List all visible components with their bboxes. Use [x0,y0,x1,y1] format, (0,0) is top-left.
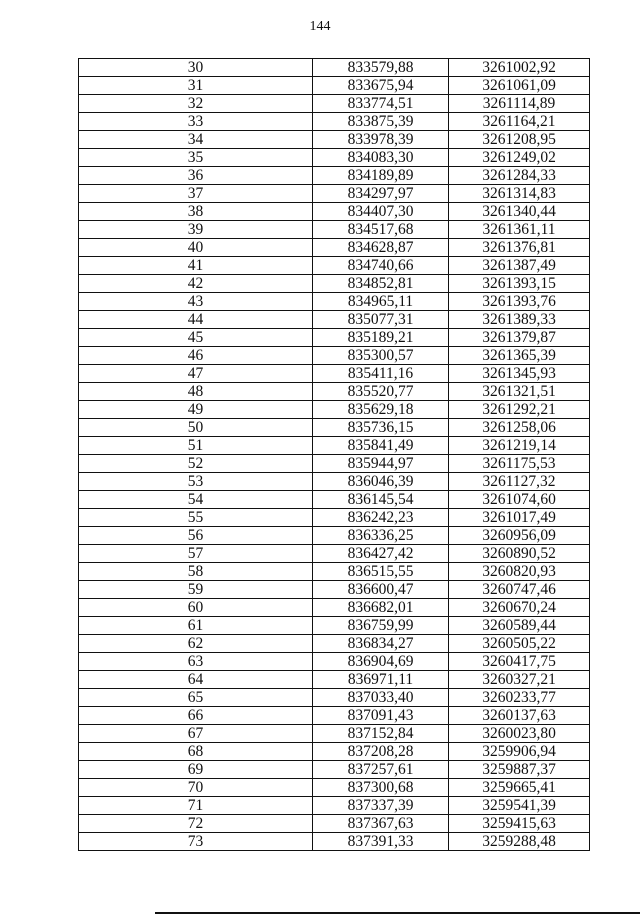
y-coordinate-cell: 3260233,77 [449,689,590,707]
y-coordinate-cell: 3261219,14 [449,437,590,455]
table-row [79,491,590,509]
point-number-cell: 57 [79,545,313,563]
x-coordinate-cell: 833774,51 [313,95,449,113]
x-coordinate-cell: 833978,39 [313,131,449,149]
point-number-cell: 58 [79,563,313,581]
x-coordinate-cell: 837257,61 [313,761,449,779]
y-coordinate-cell: 3260505,22 [449,635,590,653]
x-coordinate-cell: 835411,16 [313,365,449,383]
table-row [79,347,590,365]
table-row [79,239,590,257]
y-coordinate-cell: 3260956,09 [449,527,590,545]
table-row [79,815,590,833]
y-coordinate-cell: 3261074,60 [449,491,590,509]
table-row [79,671,590,689]
table-row [79,599,590,617]
point-number-cell: 33 [79,113,313,131]
y-coordinate-cell: 3259665,41 [449,779,590,797]
y-coordinate-cell: 3260820,93 [449,563,590,581]
page-number: 144 [309,19,331,34]
point-number-cell: 51 [79,437,313,455]
x-coordinate-cell: 833875,39 [313,113,449,131]
point-number-cell: 36 [79,167,313,185]
point-number-cell: 52 [79,455,313,473]
table-row [79,617,590,635]
y-coordinate-cell: 3261164,21 [449,113,590,131]
table-row [79,635,590,653]
x-coordinate-cell: 836145,54 [313,491,449,509]
table-row [79,473,590,491]
x-coordinate-cell: 834628,87 [313,239,449,257]
table-row [79,203,590,221]
table-row [79,365,590,383]
x-coordinate-cell: 835077,31 [313,311,449,329]
y-coordinate-cell: 3260137,63 [449,707,590,725]
y-coordinate-cell: 3261258,06 [449,419,590,437]
point-number-cell: 69 [79,761,313,779]
y-coordinate-cell: 3261284,33 [449,167,590,185]
table-row [79,527,590,545]
x-coordinate-cell: 835629,18 [313,401,449,419]
point-number-cell: 59 [79,581,313,599]
table-row [79,167,590,185]
point-number-cell: 39 [79,221,313,239]
y-coordinate-cell: 3261314,83 [449,185,590,203]
y-coordinate-cell: 3261061,09 [449,77,590,95]
y-coordinate-cell: 3261175,53 [449,455,590,473]
y-coordinate-cell: 3261387,49 [449,257,590,275]
table-row [79,455,590,473]
y-coordinate-cell: 3259541,39 [449,797,590,815]
x-coordinate-cell: 837337,39 [313,797,449,815]
y-coordinate-cell: 3260417,75 [449,653,590,671]
point-number-cell: 43 [79,293,313,311]
x-coordinate-cell: 834740,66 [313,257,449,275]
point-number-cell: 70 [79,779,313,797]
x-coordinate-cell: 837208,28 [313,743,449,761]
table-row [79,401,590,419]
point-number-cell: 45 [79,329,313,347]
y-coordinate-cell: 3259415,63 [449,815,590,833]
table-row [79,329,590,347]
x-coordinate-cell: 836682,01 [313,599,449,617]
x-coordinate-cell: 837367,63 [313,815,449,833]
y-coordinate-cell: 3261340,44 [449,203,590,221]
x-coordinate-cell: 835944,97 [313,455,449,473]
x-coordinate-cell: 837091,43 [313,707,449,725]
point-number-cell: 34 [79,131,313,149]
table-row [79,725,590,743]
y-coordinate-cell: 3261127,32 [449,473,590,491]
point-number-cell: 46 [79,347,313,365]
table-row [79,383,590,401]
y-coordinate-cell: 3259887,37 [449,761,590,779]
x-coordinate-cell: 834083,30 [313,149,449,167]
y-coordinate-cell: 3261376,81 [449,239,590,257]
point-number-cell: 42 [79,275,313,293]
y-coordinate-cell: 3259906,94 [449,743,590,761]
y-coordinate-cell: 3261249,02 [449,149,590,167]
table-row [79,293,590,311]
y-coordinate-cell: 3261017,49 [449,509,590,527]
point-number-cell: 30 [79,59,313,77]
y-coordinate-cell: 3261365,39 [449,347,590,365]
x-coordinate-cell: 836600,47 [313,581,449,599]
table-row [79,311,590,329]
y-coordinate-cell: 3261208,95 [449,131,590,149]
x-coordinate-cell: 834965,11 [313,293,449,311]
y-coordinate-cell: 3261389,33 [449,311,590,329]
table-row [79,509,590,527]
table-row [79,707,590,725]
x-coordinate-cell: 835300,57 [313,347,449,365]
point-number-cell: 71 [79,797,313,815]
x-coordinate-cell: 833579,88 [313,59,449,77]
point-number-cell: 60 [79,599,313,617]
x-coordinate-cell: 837300,68 [313,779,449,797]
table-row [79,797,590,815]
point-number-cell: 41 [79,257,313,275]
y-coordinate-cell: 3261321,51 [449,383,590,401]
point-number-cell: 56 [79,527,313,545]
x-coordinate-cell: 836834,27 [313,635,449,653]
point-number-cell: 40 [79,239,313,257]
x-coordinate-cell: 837391,33 [313,833,449,851]
point-number-cell: 47 [79,365,313,383]
point-number-cell: 63 [79,653,313,671]
x-coordinate-cell: 835841,49 [313,437,449,455]
table-row [79,95,590,113]
table-row [79,419,590,437]
table-row [79,131,590,149]
table-row [79,221,590,239]
y-coordinate-cell: 3261361,11 [449,221,590,239]
point-number-cell: 72 [79,815,313,833]
point-number-cell: 66 [79,707,313,725]
table-row [79,275,590,293]
y-coordinate-cell: 3261393,15 [449,275,590,293]
table-row [79,563,590,581]
x-coordinate-cell: 835189,21 [313,329,449,347]
coordinates-table [78,58,590,851]
point-number-cell: 61 [79,617,313,635]
y-coordinate-cell: 3260589,44 [449,617,590,635]
x-coordinate-cell: 836046,39 [313,473,449,491]
table-row [79,743,590,761]
x-coordinate-cell: 836336,25 [313,527,449,545]
y-coordinate-cell: 3260670,24 [449,599,590,617]
x-coordinate-cell: 837152,84 [313,725,449,743]
table-row [79,437,590,455]
table-row [79,779,590,797]
table-row [79,545,590,563]
table-row [79,149,590,167]
point-number-cell: 54 [79,491,313,509]
point-number-cell: 53 [79,473,313,491]
table-row [79,761,590,779]
table-row [79,833,590,851]
y-coordinate-cell: 3260023,80 [449,725,590,743]
y-coordinate-cell: 3261002,92 [449,59,590,77]
x-coordinate-cell: 834852,81 [313,275,449,293]
point-number-cell: 48 [79,383,313,401]
y-coordinate-cell: 3259288,48 [449,833,590,851]
table-row [79,59,590,77]
x-coordinate-cell: 834407,30 [313,203,449,221]
point-number-cell: 31 [79,77,313,95]
x-coordinate-cell: 836971,11 [313,671,449,689]
point-number-cell: 37 [79,185,313,203]
x-coordinate-cell: 836242,23 [313,509,449,527]
point-number-cell: 32 [79,95,313,113]
table-row [79,581,590,599]
point-number-cell: 62 [79,635,313,653]
table-row [79,77,590,95]
table-row [79,113,590,131]
x-coordinate-cell: 836427,42 [313,545,449,563]
point-number-cell: 38 [79,203,313,221]
point-number-cell: 55 [79,509,313,527]
point-number-cell: 49 [79,401,313,419]
point-number-cell: 67 [79,725,313,743]
table-row [79,689,590,707]
y-coordinate-cell: 3260327,21 [449,671,590,689]
x-coordinate-cell: 833675,94 [313,77,449,95]
x-coordinate-cell: 834189,89 [313,167,449,185]
x-coordinate-cell: 836759,99 [313,617,449,635]
table-row [79,185,590,203]
point-number-cell: 73 [79,833,313,851]
table-row [79,653,590,671]
x-coordinate-cell: 836515,55 [313,563,449,581]
x-coordinate-cell: 835520,77 [313,383,449,401]
y-coordinate-cell: 3260890,52 [449,545,590,563]
x-coordinate-cell: 836904,69 [313,653,449,671]
point-number-cell: 68 [79,743,313,761]
y-coordinate-cell: 3261292,21 [449,401,590,419]
point-number-cell: 35 [79,149,313,167]
y-coordinate-cell: 3261345,93 [449,365,590,383]
x-coordinate-cell: 834297,97 [313,185,449,203]
point-number-cell: 65 [79,689,313,707]
point-number-cell: 44 [79,311,313,329]
y-coordinate-cell: 3261379,87 [449,329,590,347]
y-coordinate-cell: 3261393,76 [449,293,590,311]
y-coordinate-cell: 3260747,46 [449,581,590,599]
point-number-cell: 50 [79,419,313,437]
y-coordinate-cell: 3261114,89 [449,95,590,113]
x-coordinate-cell: 837033,40 [313,689,449,707]
x-coordinate-cell: 834517,68 [313,221,449,239]
coordinates-table-body [79,59,590,851]
table-row [79,257,590,275]
x-coordinate-cell: 835736,15 [313,419,449,437]
page-bottom-rule [155,912,640,914]
point-number-cell: 64 [79,671,313,689]
